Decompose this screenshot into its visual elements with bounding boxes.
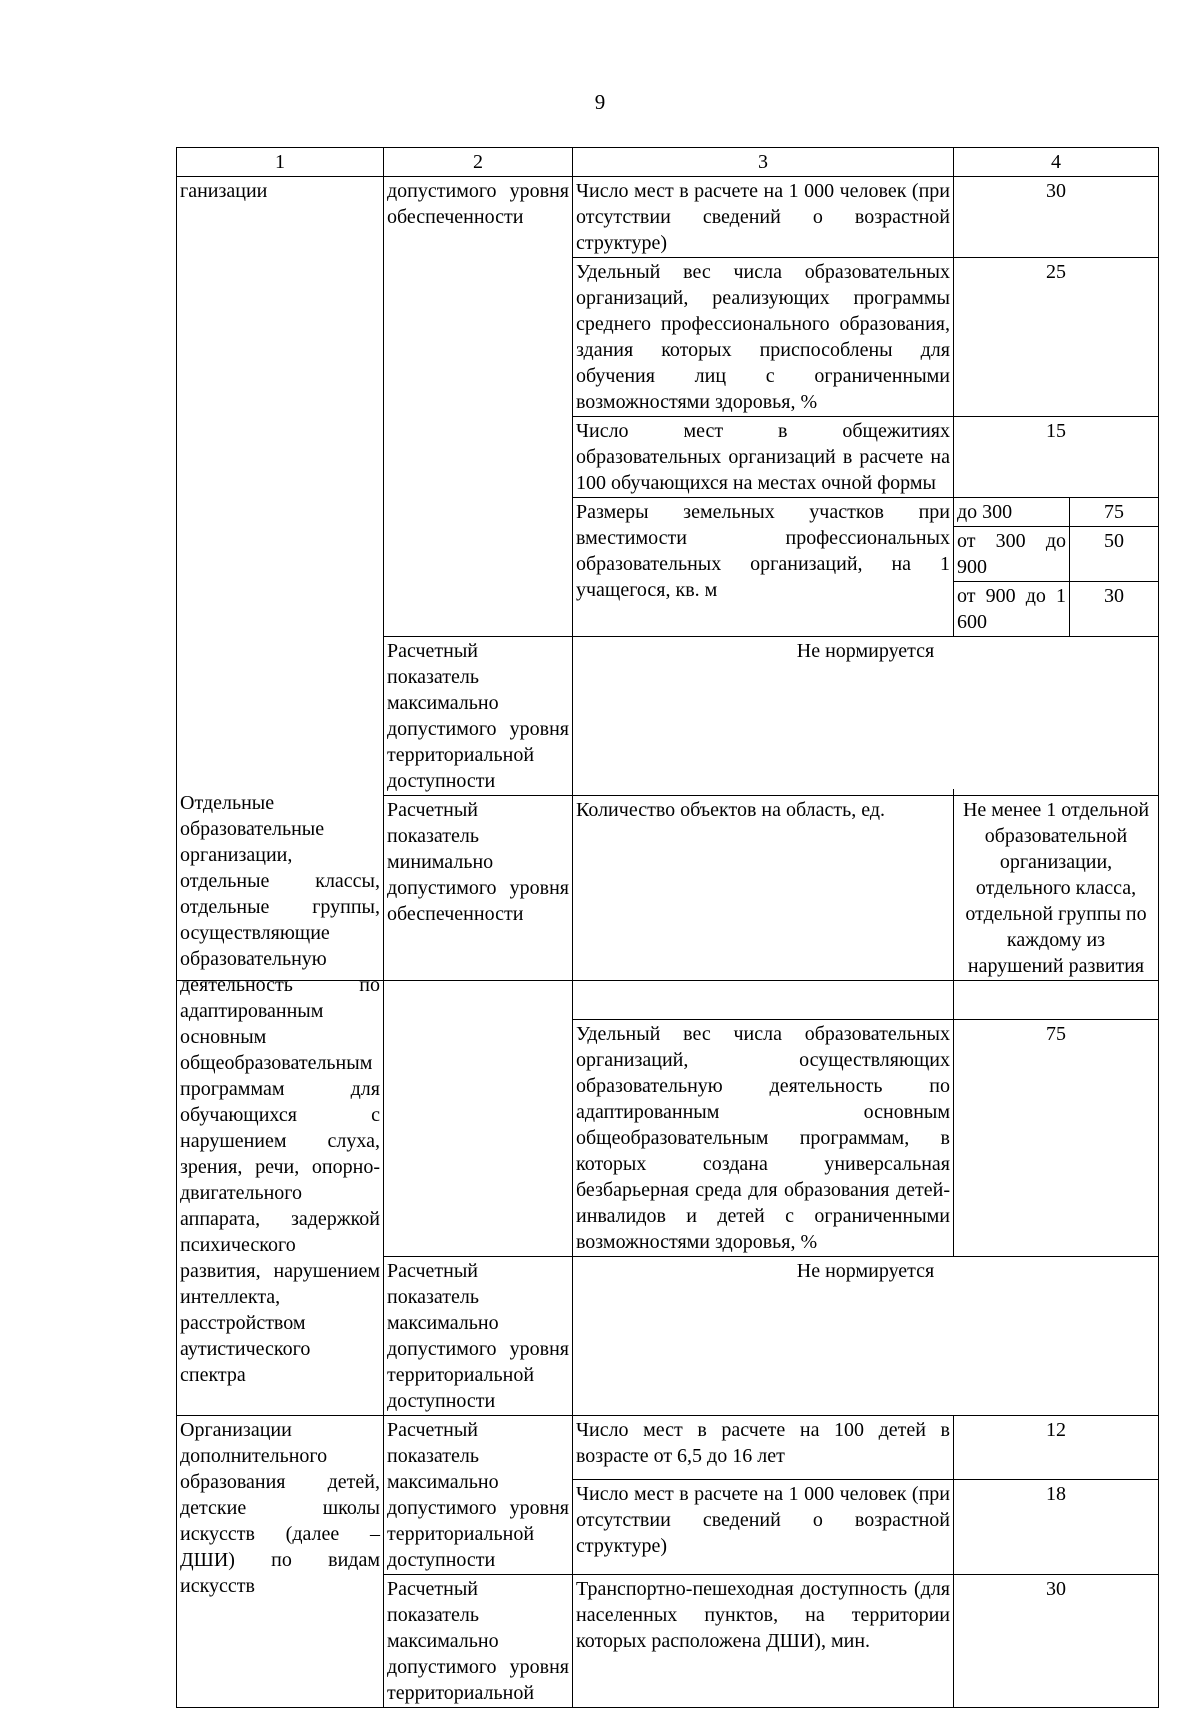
header-col-3: 3 [573,148,954,177]
block2-r1-val: Не менее 1 отдельной образовательной организации, отдельного класса, отдельной группы по каждому из нарушений развития [954,796,1159,981]
block2-r2-val: 75 [954,1020,1159,1257]
block1-r3-text: Число мест в общежитиях образовательных организаций в расчете на 100 обучающихся на местах очной формы [573,417,954,498]
block1-r4-range-2: от 300 до 900 [954,527,1070,582]
block1-col2-min: допустимого уровня обеспеченности [384,177,573,637]
block1-r3-val: 15 [954,417,1159,498]
block1-r4-val-2: 50 [1070,527,1159,582]
block2-max-val: Не нормируется [573,1257,1159,1416]
block2-r2-text: Удельный вес числа образовательных организаций, осуществляющих образовательную деятельность по адаптированным основным общеобразовательным программам, в которых создана универсальная безбарьерная среда для образования детей-инвалидов и детей с ограниченными возможностями здоровья, % [573,1020,954,1257]
table-row [177,177,1159,258]
block3-r1-val: 12 [954,1416,1159,1480]
block2-r1-text-cont [573,789,954,1020]
block1-max-val: Не нормируется [573,637,1159,796]
block1-col1: ганизации [177,177,384,981]
block3-col2-max: Расчетный показатель максимально допустимого уровня территориальной [384,1575,573,1708]
standards-table-cont [176,789,1159,1708]
block2-col1: Отдельные образовательные организации, отдельные классы, отдельные группы, осуществляющие образовательную деятельность по адаптированным основным общеобразовательным программам для обучающихся с нарушением слуха, зрения, речи, опорно-двигательного аппарата, задержкой психического развития, нарушением интеллекта, расстройством аутистического спектра [177,789,384,1416]
block1-r4-val-1: 75 [1070,498,1159,527]
block1-col2-max: Расчетный показатель максимально допустимого уровня территориальной доступности [384,637,573,796]
block2-col2-min: Расчетный показатель минимально допустимого уровня обеспеченности [384,796,573,981]
table-row [177,1416,1159,1480]
block1-r4-text: Размеры земельных участков при вместимости профессиональных образовательных организаций, на 1 учащегося, кв. м [573,498,954,637]
page-number: 9 [594,90,606,114]
block1-r2-val: 25 [954,258,1159,417]
block1-r2-text: Удельный вес числа образовательных организаций, реализующих программы среднего профессионального образования, здания которых приспособлены для обучения лиц с ограниченными возможностями здоровья, % [573,258,954,417]
table-row [177,789,1159,1020]
header-row [177,148,1159,177]
block3-col1: Организации дополнительного образования детей, детские школы искусств (далее – ДШИ) по видам искусств [177,1416,384,1708]
block3-r3-val: 30 [954,1575,1159,1708]
block1-r1-text: Число мест в расчете на 1 000 человек (при отсутствии сведений о возрастной структуре) [573,177,954,258]
header-col-1: 1 [177,148,384,177]
block2-r1-text: Количество объектов на область, ед. [573,796,954,981]
block3-r2-text: Число мест в расчете на 1 000 человек (при отсутствии сведений о возрастной структуре) [573,1480,954,1575]
block3-r2-val: 18 [954,1480,1159,1575]
block1-r1-val: 30 [954,177,1159,258]
block3-r3-text: Транспортно-пешеходная доступность (для населенных пунктов, на территории которых расположена ДШИ), мин. [573,1575,954,1708]
block1-r4-range-1: до 300 [954,498,1070,527]
block1-r4-val-3: 30 [1070,582,1159,637]
block1-r4-range-3: от 900 до 1 600 [954,582,1070,637]
header-col-4: 4 [954,148,1159,177]
block3-col2-min: Расчетный показатель максимально допустимого уровня территориальной доступности [384,1416,573,1575]
block2-col2-max: Расчетный показатель максимально допустимого уровня территориальной доступности [384,1257,573,1416]
header-col-2: 2 [384,148,573,177]
block2-r1-val-cont [954,789,1159,1020]
block3-r1-text: Число мест в расчете на 100 детей в возрасте от 6,5 до 16 лет [573,1416,954,1480]
block2-col2-min-cont [384,789,573,1257]
